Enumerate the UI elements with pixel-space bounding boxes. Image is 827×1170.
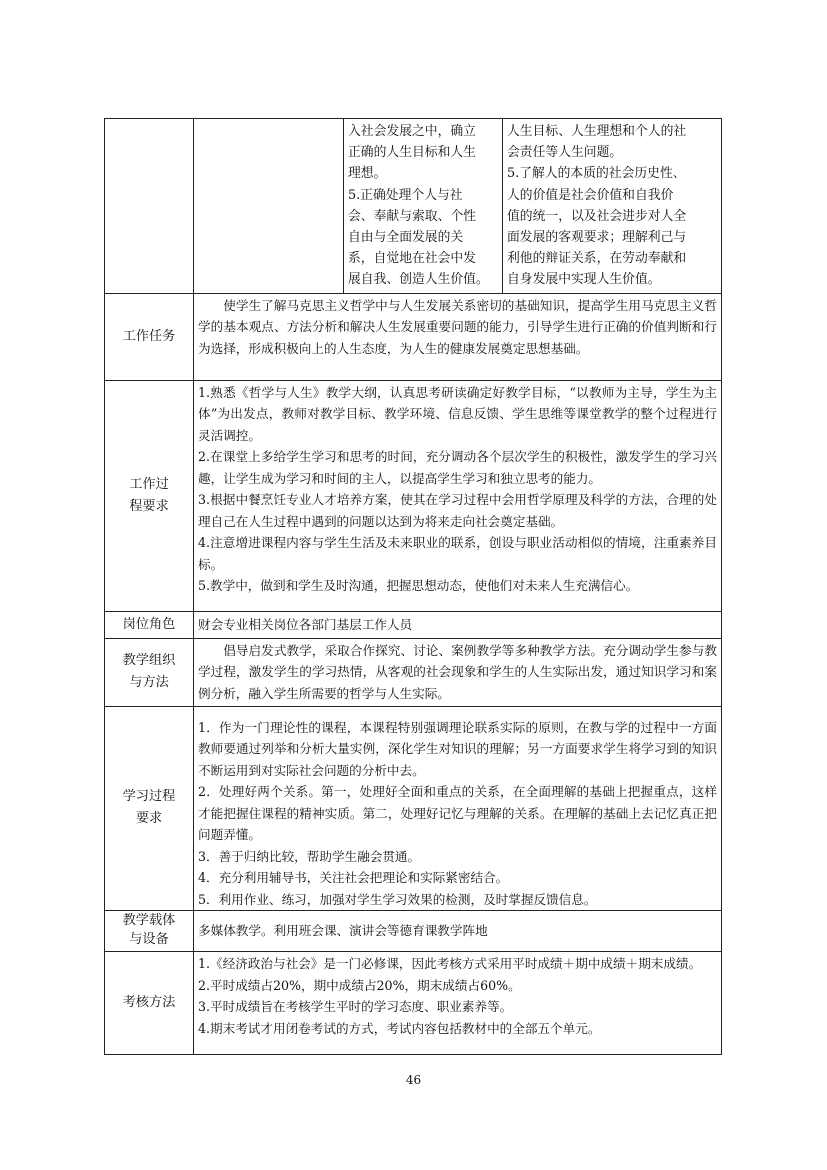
row-label: 岗位角色 [105,611,194,638]
row-content [194,706,722,911]
top-continuation-row [105,119,722,294]
paragraph: 2.在课堂上多给学生学习和思考的时间，充分调动各个层次学生的积极性，激发学生的学习兴趣，让学生成为学习和时间的主人，以提高学生学习和独立思考的能力。 [198,449,717,486]
goal-line: 系，自觉地在社会中发 [348,251,476,267]
paragraph: 4．充分利用辅导书，关注社会把理论和实际紧密结合。 [198,870,509,886]
method-row [105,638,722,706]
paragraph: 4.注意增进课程内容与学生生活及未来职业的联系，创设与职业活动相似的情境，注重素养目标。 [198,535,717,572]
paragraph: 财会专业相关岗位各部门基层工作人员 [198,616,413,632]
content-line: 人的价值是社会价值和自我价 [507,187,674,203]
paragraph: 3.平时成绩旨在考核学生平时的学习态度、职业素养等。 [198,999,513,1015]
row-label-text: 工作过程要求 [129,476,169,514]
row-label [105,706,194,911]
empty-label-cell [105,119,194,294]
row-label [105,380,194,611]
goal-line: 5.正确处理个人与社 [348,187,463,203]
paragraph: 5．利用作业、练习，加强对学生学习效果的检测，及时掌握反馈信息。 [198,891,597,907]
paragraph: 使学生了解马克思主义哲学中与人生发展关系密切的基础知识，提高学生用马克思主义哲学的基本观点、方法分析和解决人生发展重要问题的能力，引导学生进行正确的价值判断和行为选择，形成积极向上的人生态度，为人生的健康发展奠定思想基础。 [198,297,717,356]
row-label: 考核方法 [105,952,194,1055]
role-row [105,611,722,638]
goal-line: 展自我、创造人生价值。 [348,272,489,288]
paragraph: 1.《经济政治与社会》是一门必修课，因此考核方式采用平时成绩＋期中成绩＋期末成绩。 [198,956,702,972]
goal-cell [344,119,503,294]
row-label-text: 教学载体与设备 [122,913,176,948]
content-cell [503,119,722,294]
paragraph: 2．处理好两个关系。第一，处理好全面和重点的关系，在全面理解的基础上把握重点，这样才能把握住课程的精神实质。第二，处理好记忆与理解的关系。在理解的基础上去记忆真正把问题弄懂。 [198,784,717,843]
content-line: 自身发展中实现人生价值。 [507,272,661,288]
paragraph: 1.熟悉《哲学与人生》教学大纲，认真思考研读确定好教学目标，“以教师为主导，学生为主体”为出发点，教师对教学目标、教学环境、信息反馈、学生思维等课堂教学的整个过程进行灵活调控。 [198,384,717,443]
paragraph: 倡导启发式教学，采取合作探究、讨论、案例教学等多种教学方法。充分调动学生参与教学过程，激发学生的学习热情，从客观的社会现象和学生的人生实际出发，通过知识学习和案例分析，融入学生所需要的哲学与人生实际。 [198,642,717,701]
content-line: 利他的辩证关系，在劳动奉献和 [507,251,687,267]
assessment-row [105,952,722,1055]
row-content [194,638,722,706]
content-line: 面发展的客观要求；理解利己与 [507,230,687,246]
learning-process-row [105,706,722,911]
paragraph: 3．善于归纳比较，帮助学生融会贯通。 [198,848,421,864]
goal-line: 理想。 [348,166,387,182]
content-line: 人生目标、人生理想和个人的社 [507,124,687,139]
paragraph: 1．作为一门理论性的课程，本课程特别强调理论联系实际的原则，在教与学的过程中一方面教师要通过列举和分析大量实例，深化学生对知识的理解；另一方面要求学生将学习到的知识不断运用到对实际社会问题的分析中去。 [198,719,717,778]
paragraph: 4.期末考试才用闭卷考试的方式，考试内容包括教材中的全部五个单元。 [198,1020,601,1036]
content-line: 值的统一，以及社会进步对人全 [507,208,687,224]
content-line: 会责任等人生问题。 [507,145,623,161]
row-label [105,638,194,706]
paragraph: 5.教学中，做到和学生及时沟通，把握思想动态，使他们对未来人生充满信心。 [198,578,639,594]
row-label: 工作任务 [105,293,194,380]
paragraph: 3.根据中餐烹饪专业人才培养方案，使其在学习过程中会用哲学原理及科学的方法，合理的处理自己在人生过程中遇到的问题以达到为将来走向社会奠定基础。 [198,492,717,529]
content-line: 5.了解人的本质的社会历史性、 [507,166,686,182]
row-content [194,611,722,638]
work-process-row [105,380,722,611]
goal-line: 正确的人生目标和人生 [348,145,476,161]
row-content [194,952,722,1055]
row-content [194,293,722,380]
row-content [194,911,722,952]
row-content [194,380,722,611]
row-label-text: 教学组织与方法 [122,653,176,691]
goal-line: 入社会发展之中，确立 [348,124,476,139]
paragraph: 多媒体教学。利用班会课、演讲会等德育课教学阵地 [198,923,488,939]
work-task-row [105,293,722,380]
row-label-text: 学习过程要求 [122,789,176,827]
page-number: 46 [405,1073,422,1087]
goal-line: 自由与全面发展的关 [348,230,464,246]
row-label [105,911,194,952]
course-table [104,118,722,1055]
goal-line: 会、奉献与索取、个性 [348,208,476,224]
paragraph: 2.平时成绩占20%，期中成绩占20%，期末成绩占60%。 [198,977,521,993]
equipment-row [105,911,722,952]
empty-cell [194,119,344,294]
